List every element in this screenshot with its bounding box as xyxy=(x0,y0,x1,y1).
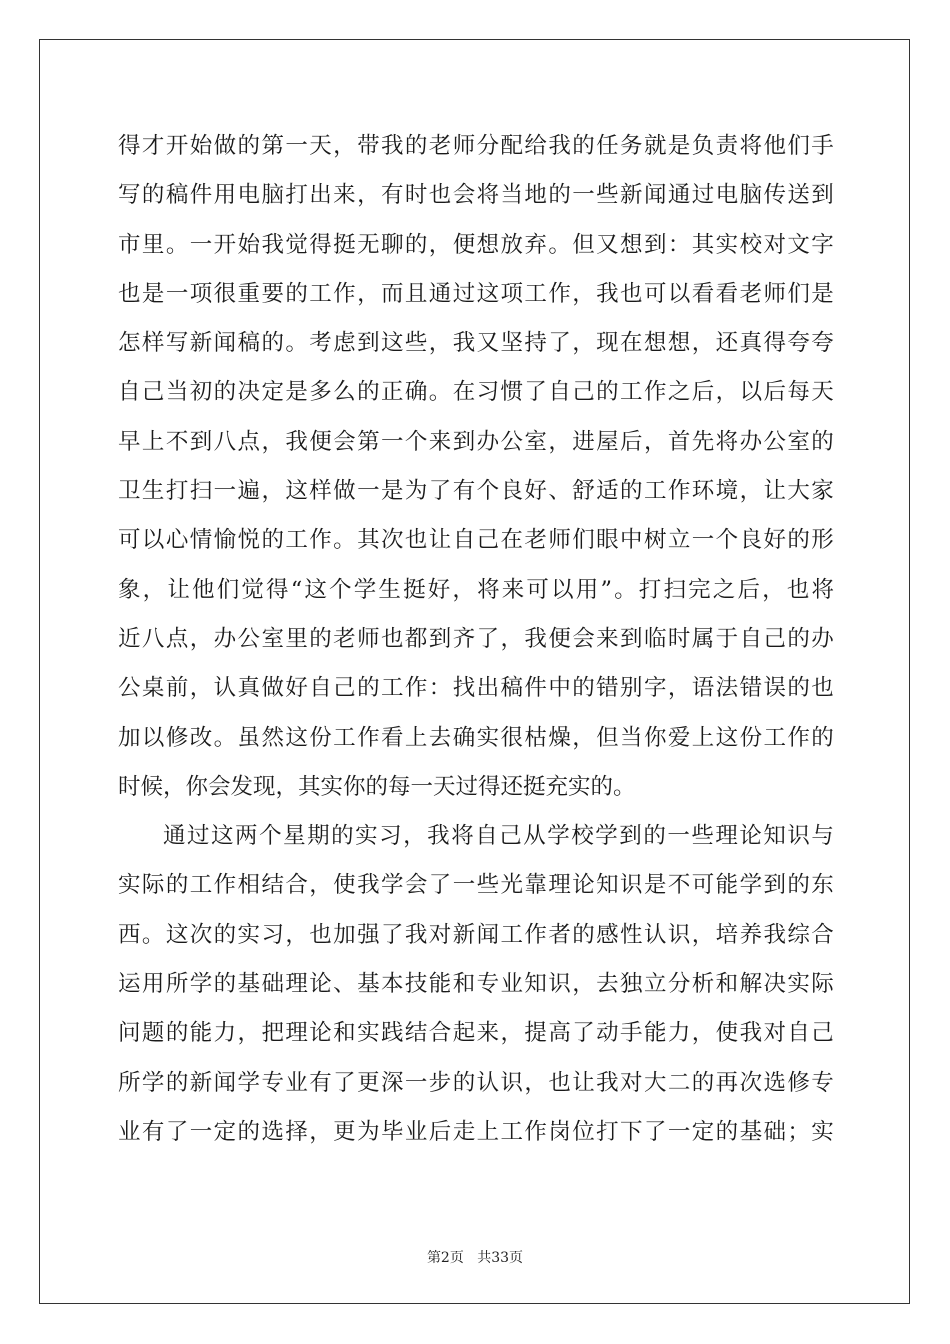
page-total: 共33页 xyxy=(477,1250,524,1266)
text-line: 象 ， 让 他 们 觉 得 “ 这 个 学 生 挺 好 ， 将 来 可 以 用 ” 。 打 扫 完 之 后 ， 也 将 xyxy=(118,576,834,603)
paragraph-2 xyxy=(118,812,834,1157)
text-line: 西 。 这 次 的 实 习 ， 也 加 强 了 我 对 新 闻 工 作 者 的 感 性 认 识 ， 培 养 我 综 合 xyxy=(118,921,834,948)
text-line: 也 是 一 项 很 重 要 的 工 作 ， 而 且 通 过 这 项 工 作 ， 我 也 可 以 看 看 老 师 们 是 xyxy=(118,280,834,307)
text-line: 通 过 这 两 个 星 期 的 实 习 ， 我 将 自 己 从 学 校 学 到 的 一 些 理 论 知 识 与 xyxy=(163,823,834,850)
text-line: 时候，你会发现，其实你的每一天过得还挺充实的。 xyxy=(118,773,636,800)
text-line: 所 学 的 新 闻 学 专 业 有 了 更 深 一 步 的 认 识 ， 也 让 我 对 大 二 的 再 次 选 修 专 xyxy=(118,1069,834,1096)
text-line: 市 里 。 一 开 始 我 觉 得 挺 无 聊 的 ， 便 想 放 弃 。 但 又 想 到 ： 其 实 校 对 文 字 xyxy=(118,231,834,258)
text-line: 可 以 心 情 愉 悦 的 工 作 。 其 次 也 让 自 己 在 老 师 们 眼 中 树 立 一 个 良 好 的 形 xyxy=(118,527,834,554)
text-line: 怎 样 写 新 闻 稿 的 。 考 虑 到 这 些 ， 我 又 坚 持 了 ， 现 在 想 想 ， 还 真 得 夸 夸 xyxy=(118,330,834,357)
text-line: 卫 生 打 扫 一 遍 ， 这 样 做 一 是 为 了 有 个 良 好 、 舒 适 的 工 作 环 境 ， 让 大 家 xyxy=(118,478,834,505)
text-line: 公 桌 前 ， 认 真 做 好 自 己 的 工 作 ： 找 出 稿 件 中 的 错 别 字 ， 语 法 错 误 的 也 xyxy=(118,675,834,702)
document-body xyxy=(118,122,834,1157)
text-line: 实 际 的 工 作 相 结 合 ， 使 我 学 会 了 一 些 光 靠 理 论 知 识 是 不 可 能 学 到 的 东 xyxy=(118,872,834,899)
paragraph-1 xyxy=(118,122,834,812)
text-line: 早 上 不 到 八 点 ， 我 便 会 第 一 个 来 到 办 公 室 ， 进 屋 后 ， 首 先 将 办 公 室 的 xyxy=(118,428,834,455)
text-line: 近 八 点 ， 办 公 室 里 的 老 师 也 都 到 齐 了 ， 我 便 会 来 到 临 时 属 于 自 己 的 办 xyxy=(118,625,834,652)
text-line: 写 的 稿 件 用 电 脑 打 出 来 ， 有 时 也 会 将 当 地 的 一 些 新 闻 通 过 电 脑 传 送 到 xyxy=(118,182,834,209)
page-footer xyxy=(0,1247,950,1267)
text-line: 问 题 的 能 力 ， 把 理 论 和 实 践 结 合 起 来 ， 提 高 了 动 手 能 力 ， 使 我 对 自 己 xyxy=(118,1020,834,1047)
text-line: 加 以 修 改 。 虽 然 这 份 工 作 看 上 去 确 实 很 枯 燥 ， 但 当 你 爱 上 这 份 工 作 的 xyxy=(118,724,834,751)
text-line: 自 己 当 初 的 决 定 是 多 么 的 正 确 。 在 习 惯 了 自 己 的 工 作 之 后 ， 以 后 每 天 xyxy=(118,379,834,406)
text-line: 业 有 了 一 定 的 选 择 ， 更 为 毕 业 后 走 上 工 作 岗 位 打 下 了 一 定 的 基 础 ； 实 xyxy=(118,1118,834,1145)
text-line: 得 才 开 始 做 的 第 一 天 ， 带 我 的 老 师 分 配 给 我 的 任 务 就 是 负 责 将 他 们 手 xyxy=(118,133,834,159)
page-number: 第2页 xyxy=(426,1250,464,1266)
text-line: 运 用 所 学 的 基 础 理 论 、 基 本 技 能 和 专 业 知 识 ， 去 独 立 分 析 和 解 决 实 际 xyxy=(118,971,834,998)
